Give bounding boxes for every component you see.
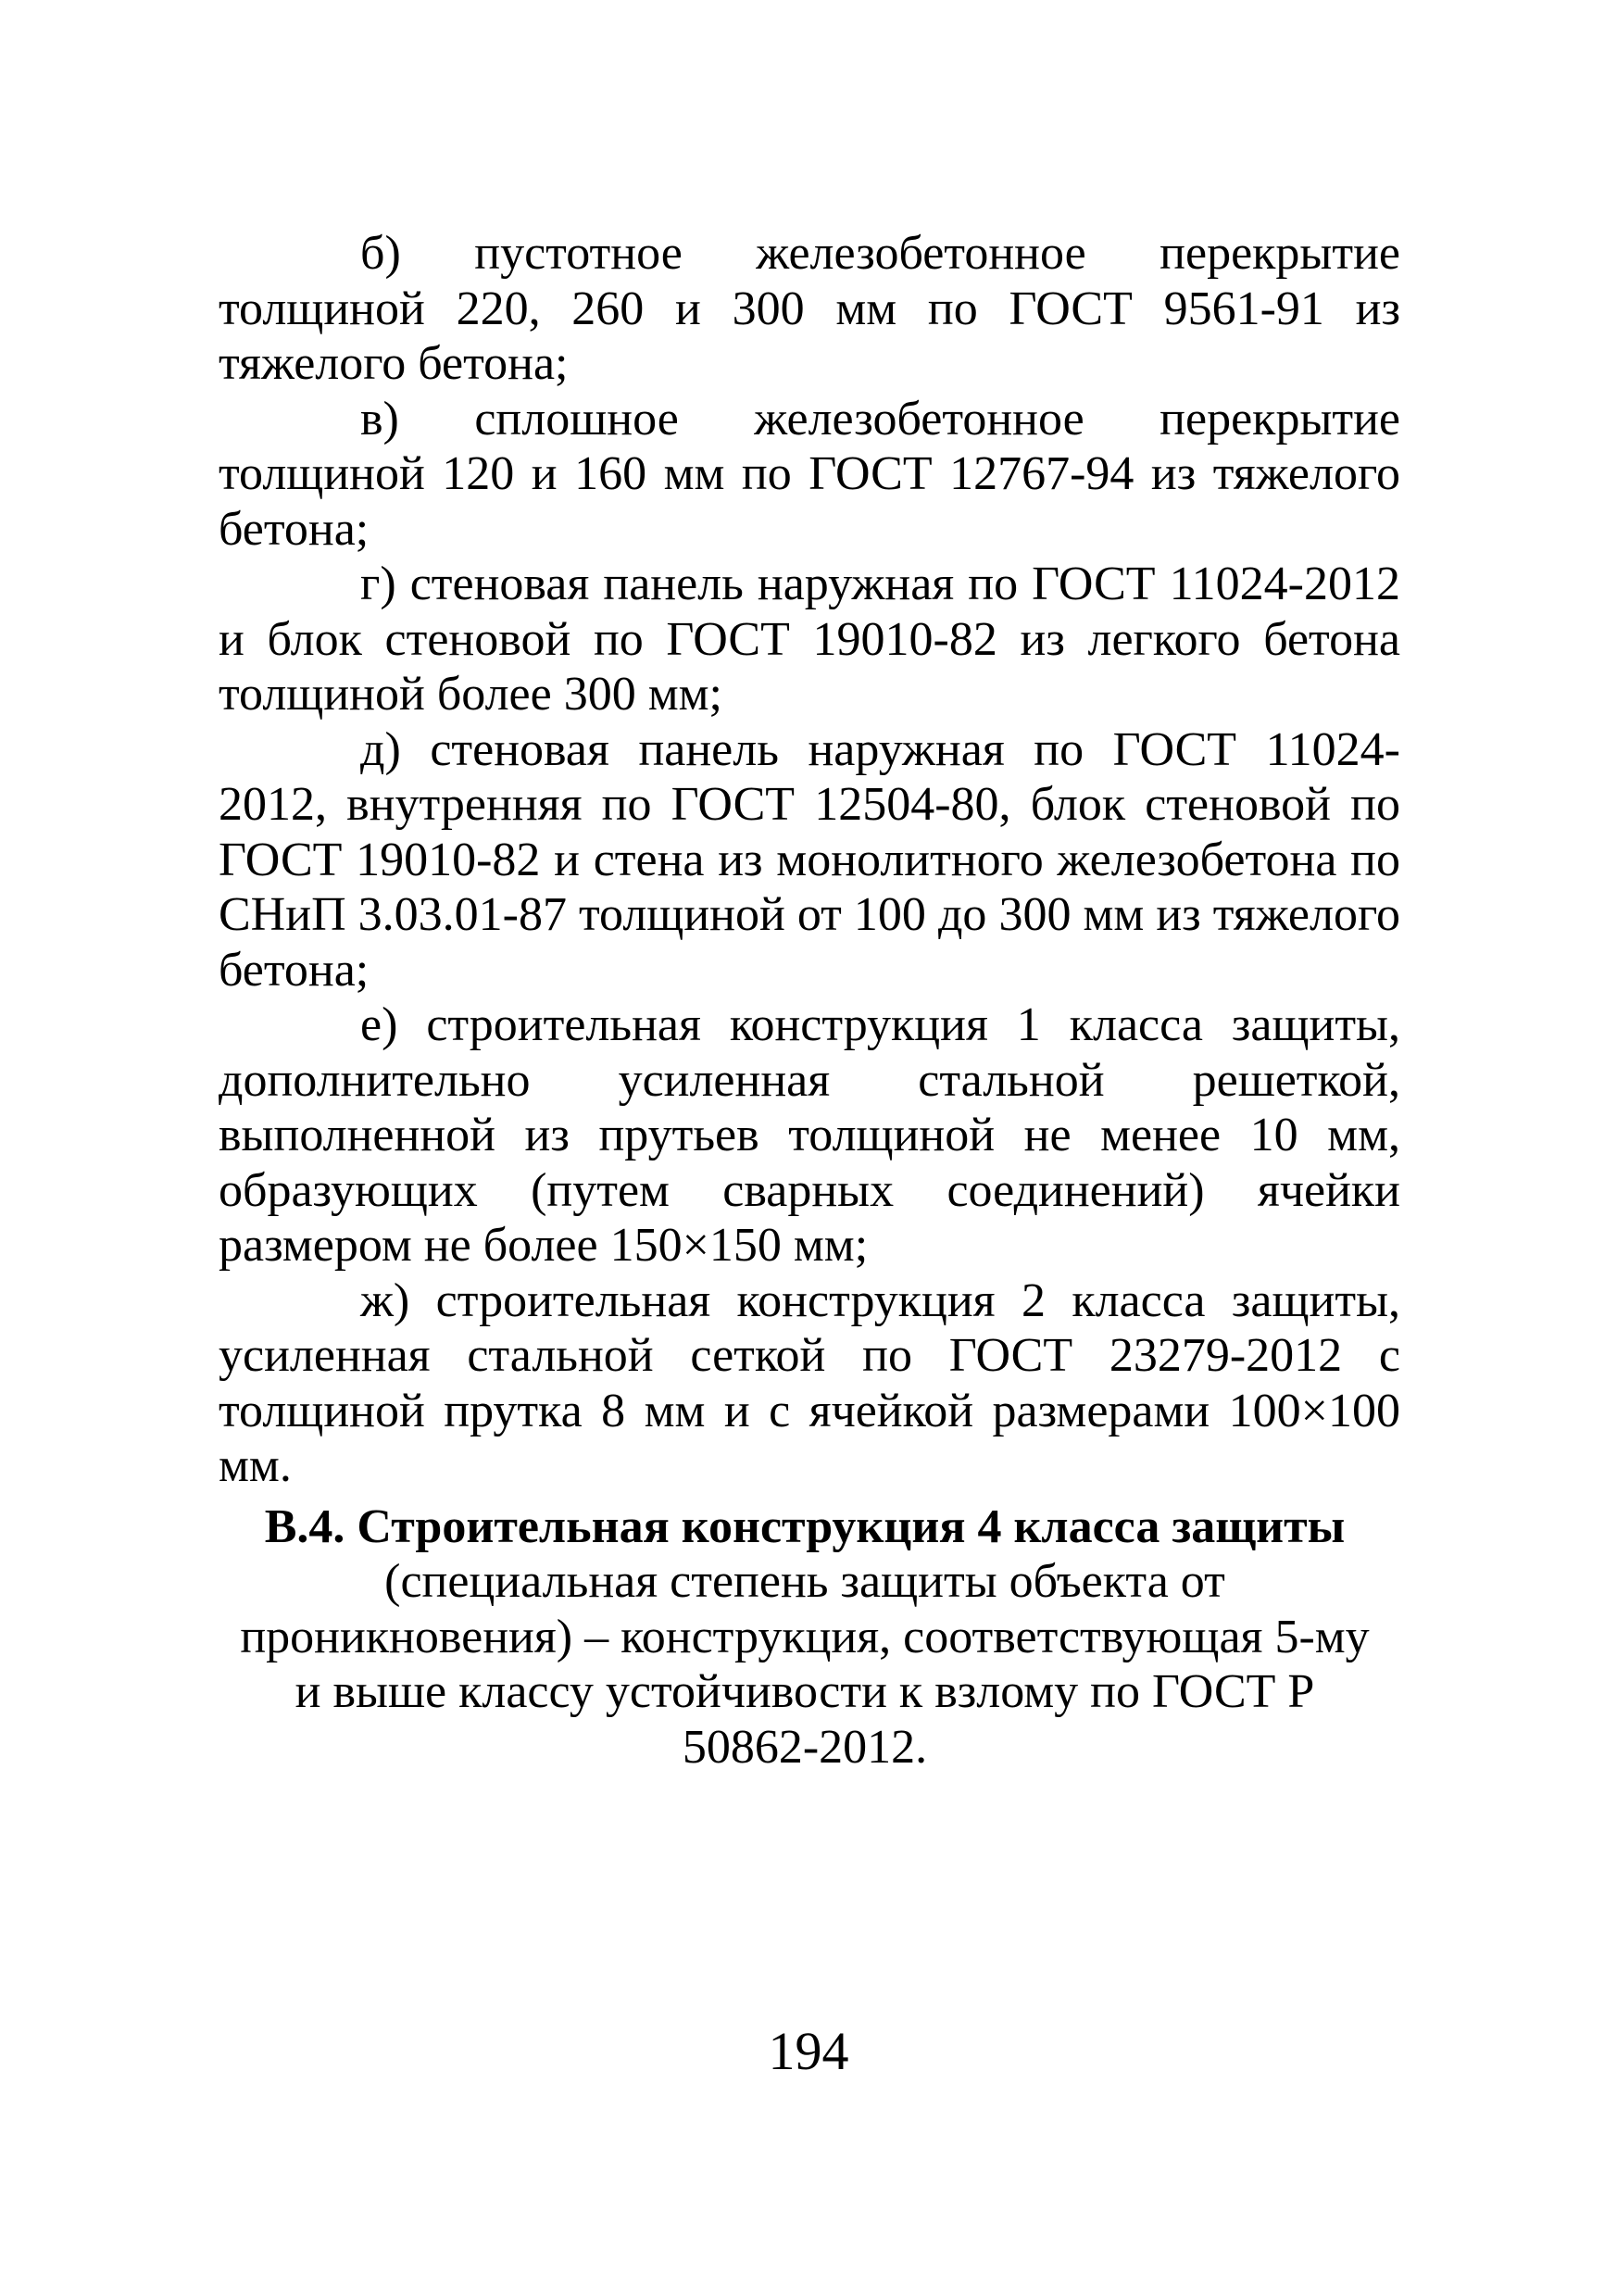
list-item-e [219, 997, 1400, 1273]
list-item-v [219, 392, 1400, 558]
section-b4 [219, 1499, 1400, 1775]
list-item-zh [219, 1273, 1400, 1494]
list-item-text: пустотное железобетонное перекрытие толщиной 220, 260 и 300 мм по ГОСТ 9561-91 из тяжелого бетона; [219, 227, 1401, 390]
list-marker: б) [360, 227, 401, 280]
list-marker: е) [360, 998, 398, 1051]
list-item-text: стеновая панель наружная по ГОСТ 11024-2012, внутренняя по ГОСТ 12504-80, блок стеновой по ГОСТ 19010-82 и стена из монолитного железобетона по СНиП 3.03.01-87 толщиной от 100 до 300 мм из тяжелого бетона; [219, 722, 1401, 997]
section-heading: В.4. Строительная конструкция 4 класса защиты [264, 1499, 1346, 1553]
list-item-g [219, 557, 1400, 722]
list-item-text: строительная конструкция 2 класса защиты, усиленная стальной сеткой по ГОСТ 23279-2012 с толщиной прутка 8 мм и с ячейкой размерами 100×100 мм. [219, 1273, 1401, 1492]
page-number: 194 [768, 2021, 849, 2081]
list-item-b [219, 226, 1400, 392]
list-item-text: стеновая панель наружная по ГОСТ 11024-2012 и блок стеновой по ГОСТ 19010-82 из легкого бетона толщиной более 300 мм; [219, 558, 1400, 721]
list-item-text: строительная конструкция 1 класса защиты, дополнительно усиленная стальной решеткой, выполненной из прутьев толщиной не менее 10 мм, образующих (путем сварных соединений) ячейки размером не более 150×150 мм; [219, 998, 1400, 1272]
list-item-text: сплошное железобетонное перекрытие толщиной 120 и 160 мм по ГОСТ 12767-94 из тяжелого бетона; [219, 392, 1401, 556]
page-content [219, 226, 1400, 1775]
section-body: (специальная степень защиты объекта от проникновения) – конструкция, соответствующая 5-му и выше классу устойчивости к взлому по ГОСТ Р 50862-2012. [240, 1555, 1370, 1774]
list-marker: ж) [360, 1273, 410, 1327]
list-marker: г) [360, 558, 396, 610]
list-marker: д) [360, 722, 401, 776]
list-item-d [219, 722, 1400, 998]
list-marker: в) [360, 392, 399, 445]
